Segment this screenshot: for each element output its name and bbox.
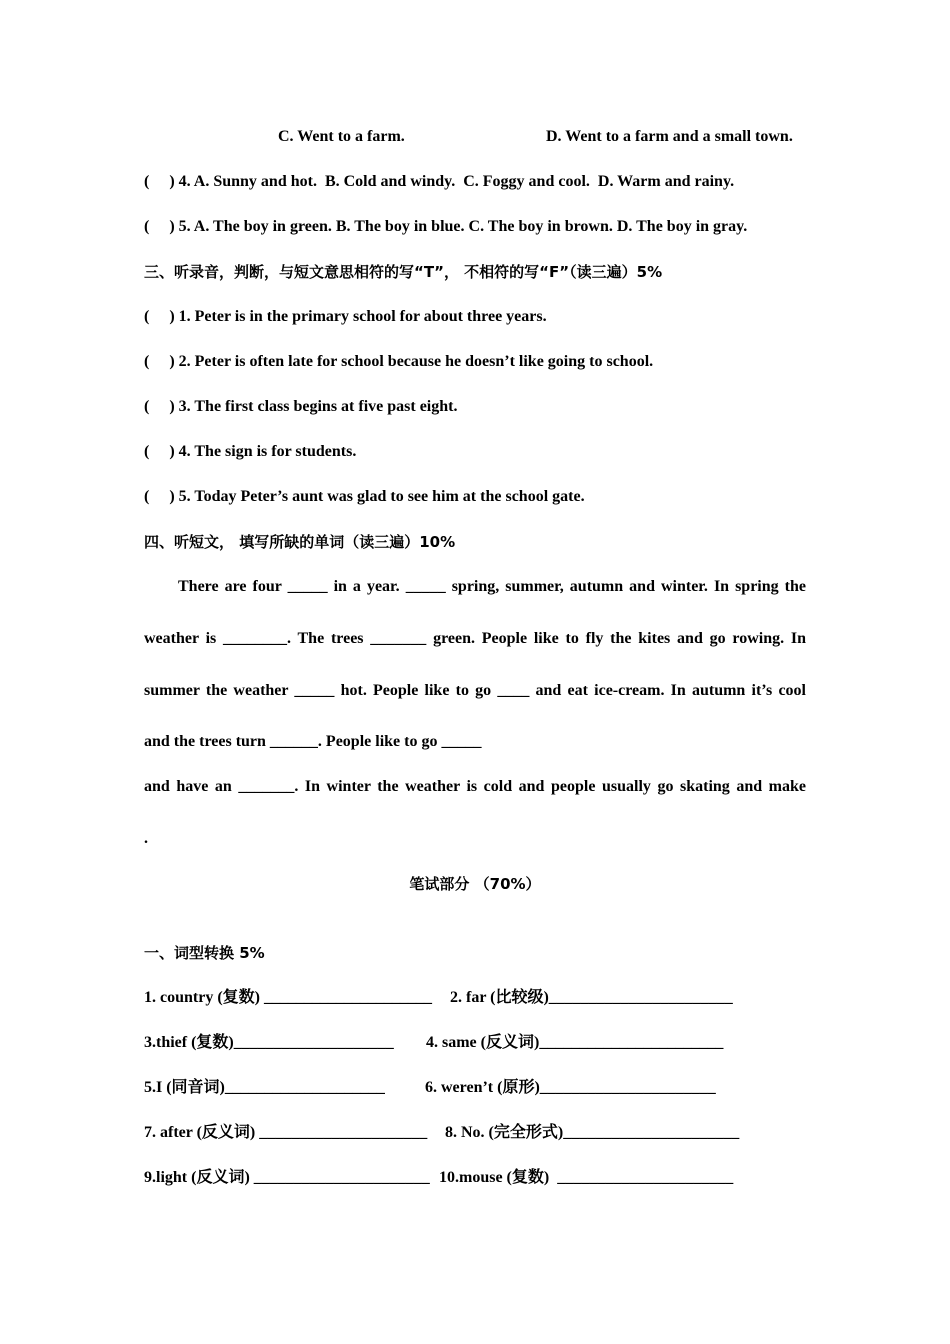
section-3-heading: 三、听录音，判断，与短文意思相符的写“T”， 不相符的写“F”（读三遍）5% — [144, 263, 663, 281]
q3-option-d: D. Went to a farm and a small town. — [546, 128, 793, 145]
word-form-row-1-right: 2. far (比较级)_______________________ — [450, 989, 733, 1006]
question-5: ( ) 5. A. The boy in green. B. The boy in blue. C. The boy in brown. D. The boy in gray. — [144, 218, 748, 235]
word-form-row-1-left: 1. country (复数) _____________________ — [144, 989, 432, 1006]
cloze-line-4: and the trees turn ______. People like to go _____ — [144, 733, 482, 750]
section-4-heading: 四、听短文， 填写所缺的单词（读三遍）10% — [144, 533, 456, 551]
section-1-heading: 一、词型转换 5% — [144, 944, 265, 962]
tf-item-5: ( ) 5. Today Peter’s aunt was glad to see him at the school gate. — [144, 488, 585, 505]
word-form-row-3-left: 5.I (同音词)____________________ — [144, 1079, 385, 1096]
word-form-row-2-left: 3.thief (复数)____________________ — [144, 1034, 394, 1051]
q3-option-c: C. Went to a farm. — [278, 128, 405, 145]
tf-item-4: ( ) 4. The sign is for students. — [144, 443, 357, 460]
tf-item-3: ( ) 3. The first class begins at five past eight. — [144, 398, 458, 415]
tf-item-2: ( ) 2. Peter is often late for school because he doesn’t like going to school. — [144, 353, 654, 370]
question-4: ( ) 4. A. Sunny and hot. B. Cold and windy. C. Foggy and cool. D. Warm and rainy. — [144, 173, 735, 190]
cloze-line-6: . — [144, 830, 148, 847]
word-form-row-4-left: 7. after (反义词) _____________________ — [144, 1124, 428, 1141]
word-form-row-5-right: 10.mouse (复数) ______________________ — [439, 1169, 734, 1186]
cloze-line-5: and have an _______. In winter the weather is cold and people usually go skating and make — [144, 778, 806, 795]
tf-item-1: ( ) 1. Peter is in the primary school for about three years. — [144, 308, 547, 325]
word-form-row-4-right: 8. No. (完全形式)______________________ — [445, 1124, 740, 1141]
word-form-row-2-right: 4. same (反义词)_______________________ — [426, 1034, 724, 1051]
cloze-line-1: There are four _____ in a year. _____ spring, summer, autumn and winter. In spring the — [178, 578, 806, 595]
word-form-row-3-right: 6. weren’t (原形)______________________ — [425, 1079, 716, 1096]
written-part-title: 笔试部分 （70%） — [409, 875, 541, 893]
cloze-line-2: weather is ________. The trees _______ green. People like to fly the kites and go rowing. In — [144, 630, 806, 647]
word-form-row-5-left: 9.light (反义词) ______________________ — [144, 1169, 430, 1186]
cloze-line-3: summer the weather _____ hot. People like to go ____ and eat ice-cream. In autumn it’s cool — [144, 682, 806, 699]
